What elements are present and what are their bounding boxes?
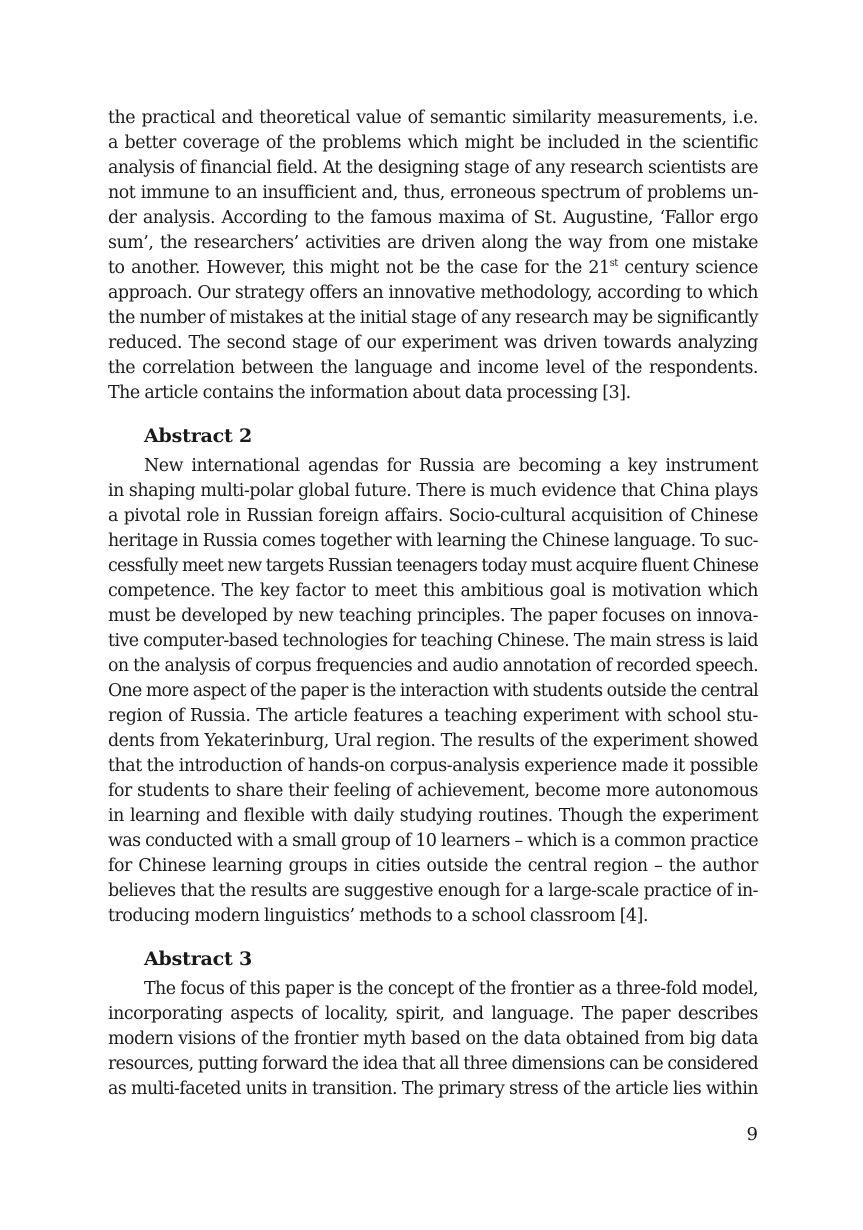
text-line: in shaping multi-polar global future. There is much evidence that China plays (108, 481, 758, 501)
text-line: the practical and theoretical value of semantic similarity measurements, i.e. (108, 108, 758, 128)
text-line: approach. Our strategy offers an innovative methodology, according to which (108, 283, 758, 303)
text-line: dents from Yekaterinburg, Ural region. The results of the experiment showed (108, 731, 758, 751)
text-line: resources, putting forward the idea that all three dimensions can be considered (108, 1054, 758, 1074)
text-segment: century science (617, 258, 758, 278)
text-line: region of Russia. The article features a teaching experiment with school stu- (108, 706, 758, 726)
abstract-3-heading: Abstract 3 (144, 948, 253, 970)
text-line: for Chinese learning groups in cities outside the central region – the author (108, 856, 758, 876)
text-line: competence. The key factor to meet this ambitious goal is motivation which (108, 581, 758, 601)
text-line: believes that the results are suggestive enough for a large-scale practice of in- (108, 881, 758, 901)
text-line: The article contains the information about data processing [3]. (108, 383, 631, 403)
text-line: the correlation between the language and income level of the respondents. (108, 358, 758, 378)
text-line: der analysis. According to the famous maxima of St. Augustine, ‘Fallor ergo (108, 208, 758, 228)
abstract-2-heading: Abstract 2 (144, 425, 253, 447)
text-line: troducing modern linguistics’ methods to a school classroom [4]. (108, 906, 649, 926)
text-line: incorporating aspects of locality, spirit, and language. The paper describes (108, 1004, 758, 1024)
text-line: cessfully meet new targets Russian teenagers today must acquire fluent Chinese (108, 556, 759, 576)
text-line: the number of mistakes at the initial stage of any research may be significantly (108, 308, 758, 328)
text-line: analysis of financial field. At the designing stage of any research scientists are (108, 158, 758, 178)
text-line: for students to share their feeling of achievement, become more autonomous (108, 781, 758, 801)
text-line: must be developed by new teaching principles. The paper focuses on innova- (108, 606, 758, 626)
text-line: as multi-faceted units in transition. The primary stress of the article lies within (108, 1079, 758, 1099)
abstract-3-body (108, 977, 758, 1102)
abstract-2-body (108, 454, 758, 929)
text-line: tive computer-based technologies for teaching Chinese. The main stress is laid (108, 631, 758, 651)
text-line: in learning and flexible with daily studying routines. Though the experiment (108, 806, 758, 826)
text-line: on the analysis of corpus frequencies and audio annotation of recorded speech. (108, 656, 758, 676)
text-line: New international agendas for Russia are becoming a key instrument (144, 456, 758, 476)
text-line-with-superscript (108, 256, 758, 281)
text-line: not immune to an insufficient and, thus, erroneous spectrum of problems un- (108, 183, 758, 203)
paragraph-intro (108, 106, 758, 406)
text-line: a better coverage of the problems which might be included in the scientific (108, 133, 758, 153)
text-line: heritage in Russia comes together with learning the Chinese language. To suc- (108, 531, 758, 551)
page-body (108, 106, 758, 1102)
text-line: modern visions of the frontier myth based on the data obtained from big data (108, 1029, 758, 1049)
text-line: One more aspect of the paper is the interaction with students outside the central (108, 681, 758, 701)
text-line: that the introduction of hands-on corpus-analysis experience made it possible (108, 756, 758, 776)
text-line: a pivotal role in Russian foreign affairs. Socio-cultural acquisition of Chinese (108, 506, 758, 526)
page-number: 9 (746, 1124, 758, 1145)
text-line: The focus of this paper is the concept of the frontier as a three-fold model, (144, 979, 758, 999)
text-line: was conducted with a small group of 10 learners – which is a common practice (108, 831, 758, 851)
ordinal-superscript: st (609, 258, 618, 269)
text-line: reduced. The second stage of our experiment was driven towards analyzing (108, 333, 758, 353)
text-segment: to another. However, this might not be the case for the 21 (108, 258, 610, 278)
text-line: sum’, the researchers’ activities are driven along the way from one mistake (108, 233, 758, 253)
